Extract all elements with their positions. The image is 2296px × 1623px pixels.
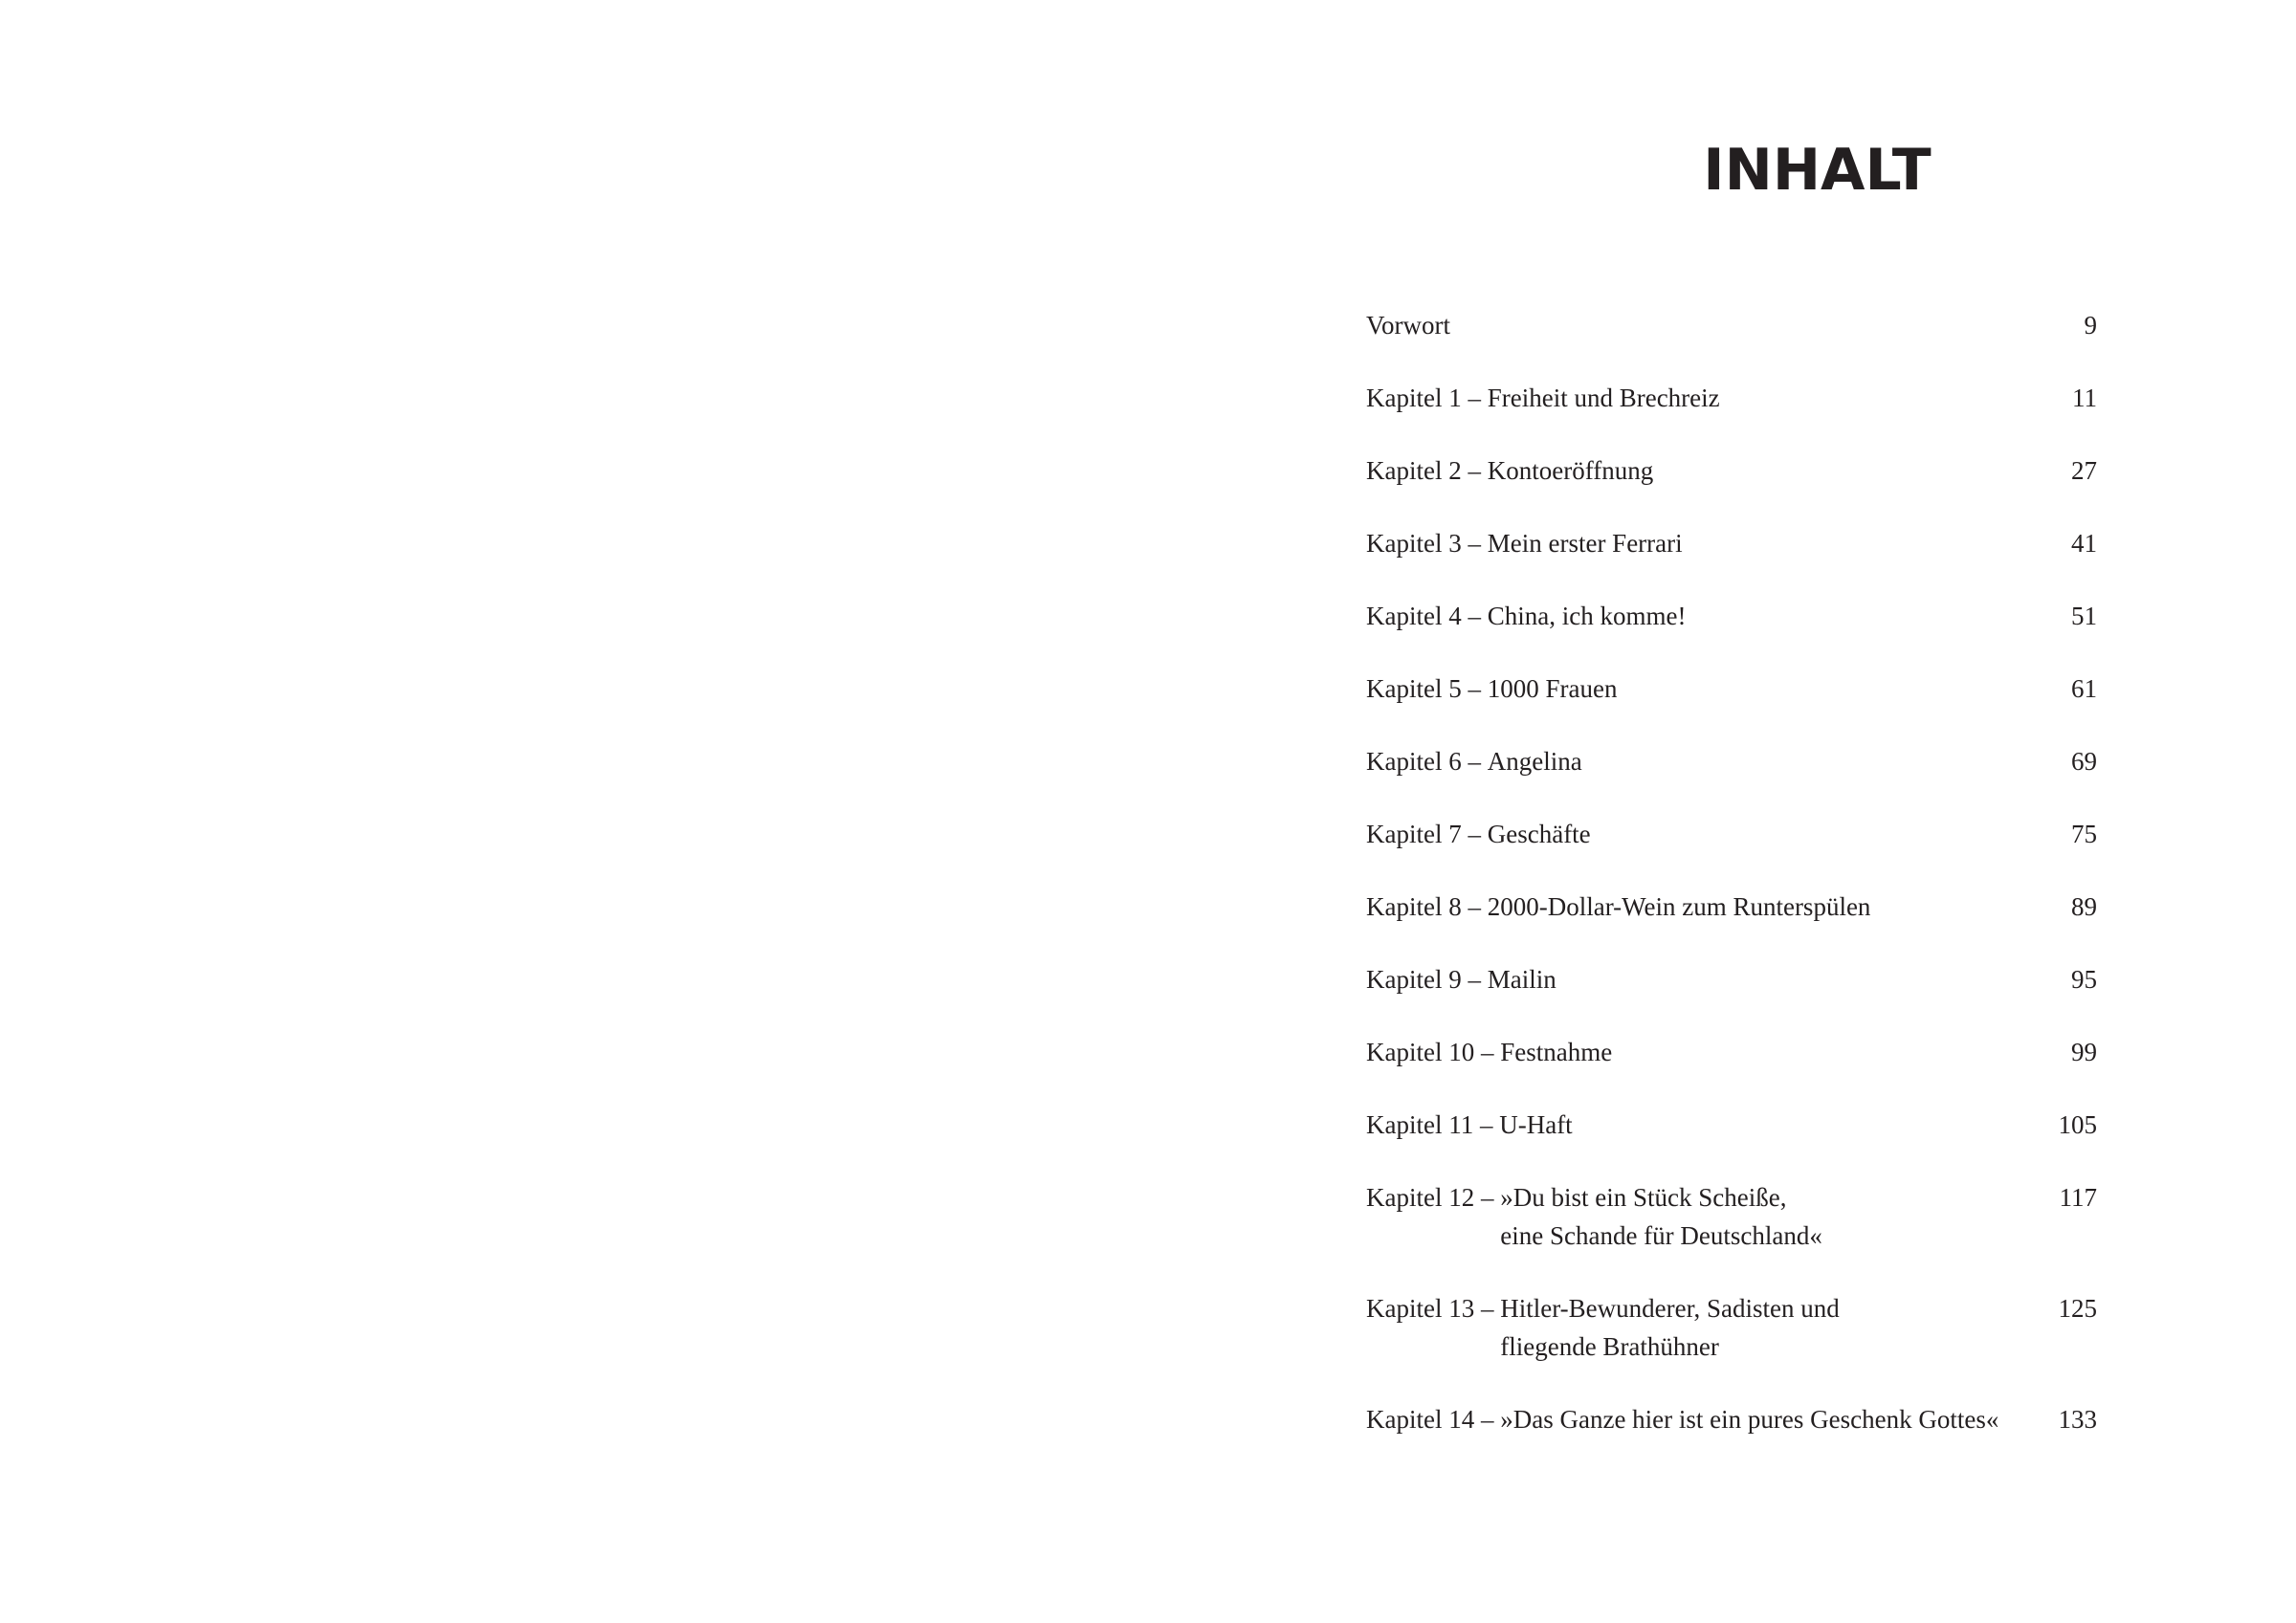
toc-entry-chapter-3 (1366, 524, 2097, 562)
toc-entry-title: »Das Ganze hier ist ein pures Geschenk Gottes« (1500, 1405, 1999, 1434)
toc-entry-title: Hitler-Bewunderer, Sadisten und fliegende Brathühner (1500, 1294, 1840, 1361)
toc-entry-page-number: 117 (2059, 1183, 2097, 1212)
toc-entry-chapter-13 (1366, 1289, 2097, 1366)
toc-entry-chapter-6 (1366, 742, 2097, 780)
toc-entry-chapter-12 (1366, 1178, 2097, 1255)
toc-entry-chapter-2 (1366, 451, 2097, 490)
toc-entry-title: Vorwort (1366, 311, 1451, 340)
toc-entry-chapter-14 (1366, 1400, 2097, 1438)
toc-entry-prefix: Kapitel 3 – (1366, 529, 1488, 558)
toc-entry-title: 1000 Frauen (1487, 674, 1618, 703)
toc-entry-prefix: Kapitel 8 – (1366, 892, 1488, 921)
toc-entry-page-number: 133 (2058, 1405, 2097, 1434)
contents-page (1148, 0, 2296, 1623)
toc-entry-page-number: 51 (2071, 602, 2097, 630)
toc-entry-title: Freiheit und Brechreiz (1487, 384, 1720, 412)
toc-entry-title: »Du bist ein Stück Scheiße, eine Schande für Deutschland« (1500, 1183, 1822, 1250)
toc-entry-vorwort (1366, 306, 2097, 344)
toc-entry-page-number: 69 (2071, 747, 2097, 776)
toc-entry-prefix: Kapitel 5 – (1366, 674, 1488, 703)
toc-entry-title: 2000-Dollar-Wein zum Runterspülen (1487, 892, 1871, 921)
contents-heading: INHALT (1703, 137, 1932, 204)
toc-entry-prefix: Kapitel 11 – (1366, 1110, 1500, 1139)
toc-entry-prefix: Kapitel 2 – (1366, 456, 1488, 485)
toc-entry-page-number: 95 (2071, 965, 2097, 994)
toc-entry-chapter-4 (1366, 597, 2097, 635)
toc-entry-title: Festnahme (1500, 1038, 1613, 1066)
toc-entry-chapter-7 (1366, 815, 2097, 853)
toc-entry-title: Mein erster Ferrari (1487, 529, 1683, 558)
toc-entry-title: Angelina (1487, 747, 1582, 776)
toc-entry-page-number: 105 (2058, 1110, 2097, 1139)
toc-entry-page-number: 41 (2071, 529, 2097, 558)
table-of-contents (1366, 306, 2097, 1473)
toc-entry-chapter-8 (1366, 888, 2097, 926)
toc-entry-chapter-11 (1366, 1106, 2097, 1144)
toc-entry-prefix: Kapitel 13 – (1366, 1294, 1501, 1323)
toc-entry-chapter-9 (1366, 960, 2097, 998)
toc-entry-prefix: Kapitel 7 – (1366, 820, 1488, 848)
toc-entry-title: Geschäfte (1487, 820, 1591, 848)
toc-entry-page-number: 61 (2071, 674, 2097, 703)
toc-entry-chapter-5 (1366, 669, 2097, 708)
toc-entry-prefix: Kapitel 6 – (1366, 747, 1488, 776)
toc-entry-prefix: Kapitel 12 – (1366, 1183, 1501, 1212)
toc-entry-page-number: 89 (2071, 892, 2097, 921)
toc-entry-title: Mailin (1487, 965, 1556, 994)
toc-entry-prefix: Kapitel 1 – (1366, 384, 1488, 412)
toc-entry-prefix: Kapitel 4 – (1366, 602, 1488, 630)
toc-entry-page-number: 75 (2071, 820, 2097, 848)
toc-entry-prefix: Kapitel 14 – (1366, 1405, 1501, 1434)
toc-entry-title: China, ich komme! (1487, 602, 1687, 630)
toc-entry-chapter-1 (1366, 379, 2097, 417)
toc-entry-title: U-Haft (1499, 1110, 1573, 1139)
toc-entry-prefix: Kapitel 9 – (1366, 965, 1488, 994)
toc-entry-prefix: Kapitel 10 – (1366, 1038, 1501, 1066)
toc-entry-page-number: 99 (2071, 1038, 2097, 1066)
toc-entry-page-number: 125 (2058, 1294, 2097, 1323)
toc-entry-page-number: 9 (2084, 311, 2097, 340)
toc-entry-chapter-10 (1366, 1033, 2097, 1071)
toc-entry-page-number: 11 (2072, 384, 2097, 412)
toc-entry-title: Kontoeröffnung (1487, 456, 1654, 485)
toc-entry-page-number: 27 (2071, 456, 2097, 485)
